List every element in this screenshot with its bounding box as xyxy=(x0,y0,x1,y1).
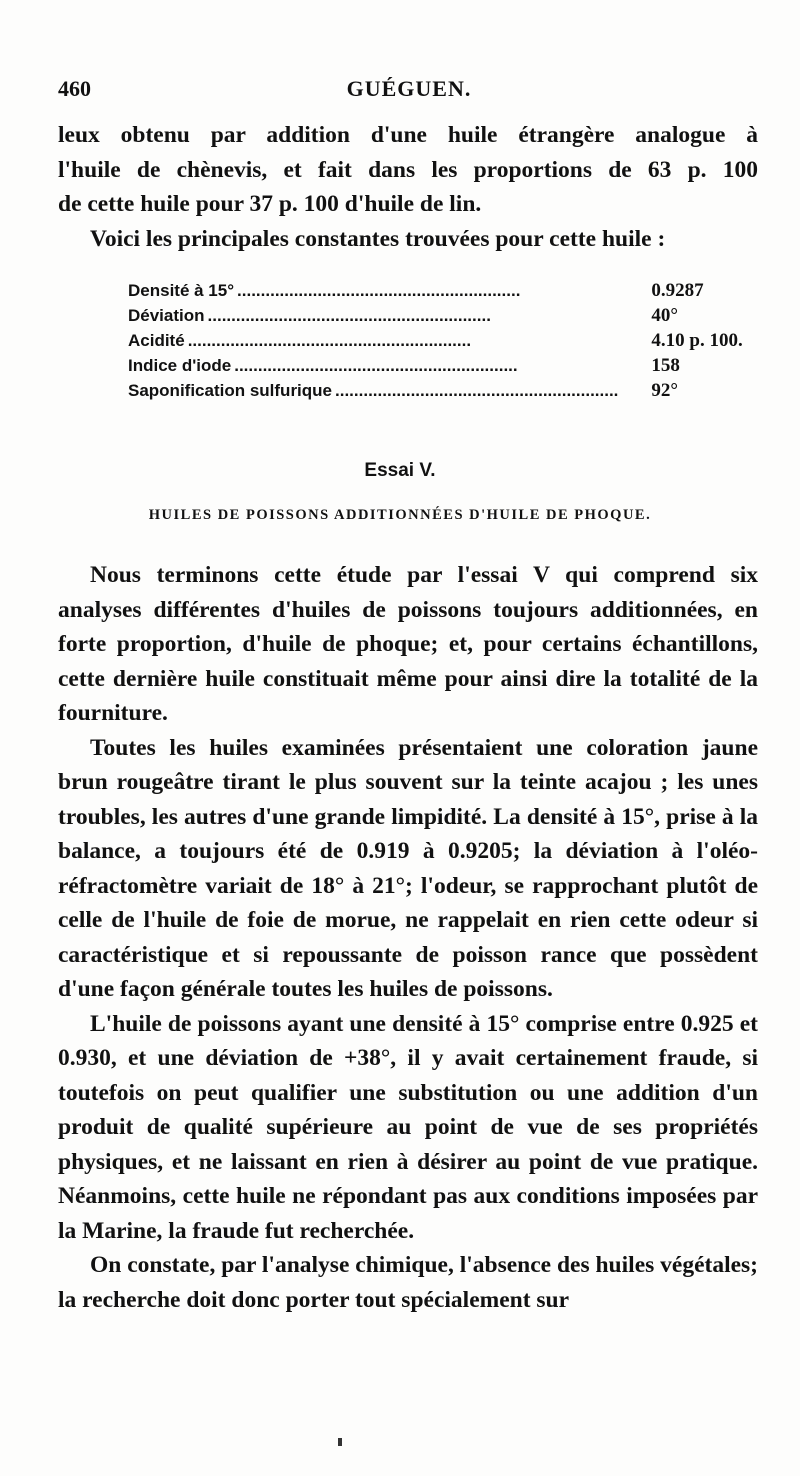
constants-intro: Voici les principales constantes trouvées pour cette huile : xyxy=(90,226,666,252)
constant-value: 0.9287 xyxy=(651,280,704,301)
constant-value: 40° xyxy=(651,305,679,326)
ink-mark xyxy=(338,1438,342,1446)
constant-label: Saponification sulfurique xyxy=(128,381,335,400)
table-row: Indice d'iode ............................................................ 158 xyxy=(128,353,743,378)
text-line: de cette huile pour 37 p. 100 d'huile de lin. xyxy=(58,191,482,217)
constant-label: Acidité xyxy=(128,331,188,350)
paragraph-continuation xyxy=(58,118,758,222)
constant-label: Déviation xyxy=(128,306,208,325)
section-subtitle: HUILES DE POISSONS ADDITIONNÉES D'HUILE DE PHOQUE. xyxy=(148,507,652,523)
body-text xyxy=(58,558,758,1317)
paragraph: On constate, par l'analyse chimique, l'absence des huiles végétales; la recherche doit donc porter tout spécialement sur xyxy=(58,1252,759,1313)
table-row: Densité à 15° ............................................................ 0.9287 xyxy=(128,278,743,303)
page-header xyxy=(58,76,760,106)
paragraph: Toutes les huiles examinées présentaient une coloration jaune brun rougeâtre tirant le plus souvent sur la teinte acajou ; les unes troubles, les autres d'une grande limpidité. La densité à 15°, prise à la balance, a toujours été de 0.919 à 0.9205; la déviation à l'oléo-réfractomètre variait de 18° à 21°; l'odeur, se rapprochant plutôt de celle de l'huile de foie de morue, ne rappelait en rien cette odeur si caractéristique et si repoussante de poisson rance que possèdent d'une façon générale toutes les huiles de poissons. xyxy=(58,734,758,1002)
table-row: Déviation ............................................................ 40° xyxy=(128,303,743,328)
table-row: Saponification sulfurique ............................................................ 92° xyxy=(128,378,743,403)
text-line: leux obtenu par addition d'une huile étrangère analogue à xyxy=(58,122,758,148)
constant-value: 92° xyxy=(651,380,679,401)
constant-value: 4.10 p. 100. xyxy=(651,330,743,351)
text-line: l'huile de chènevis, et fait dans les proportions de 63 p. 100 xyxy=(58,156,758,183)
paragraph: Nous terminons cette étude par l'essai V qui comprend six analyses différentes d'huiles de poissons toujours additionnées, en forte proportion, d'huile de phoque; et, pour certains échantillons, cette dernière huile constituait même pour ainsi dire la totalité de la fourniture. xyxy=(58,562,758,726)
running-head: GUÉGUEN. xyxy=(346,76,472,101)
table-row: Acidité ............................................................ 4.10 p. 100. xyxy=(128,330,743,351)
constant-label: Densité à 15° xyxy=(128,281,237,300)
paragraph: L'huile de poissons ayant une densité à 15° comprise entre 0.925 et 0.930, et une déviation de +38°, il y avait certainement fraude, si toutefois on peut qualifier une substitution ou une addition d'un produit de qualité supérieure au point de vue de ses propriétés physiques, et ne laissant en rien à désirer au point de vue pratique. Néanmoins, cette huile ne répondant pas aux conditions imposées par la Marine, la fraude fut recherchée. xyxy=(58,1010,758,1244)
constant-label: Indice d'iode xyxy=(128,356,234,375)
section-title: Essai V. xyxy=(364,460,436,481)
constant-value: 158 xyxy=(651,355,680,376)
constants-table xyxy=(128,278,743,403)
page-number: 460 xyxy=(58,76,91,101)
